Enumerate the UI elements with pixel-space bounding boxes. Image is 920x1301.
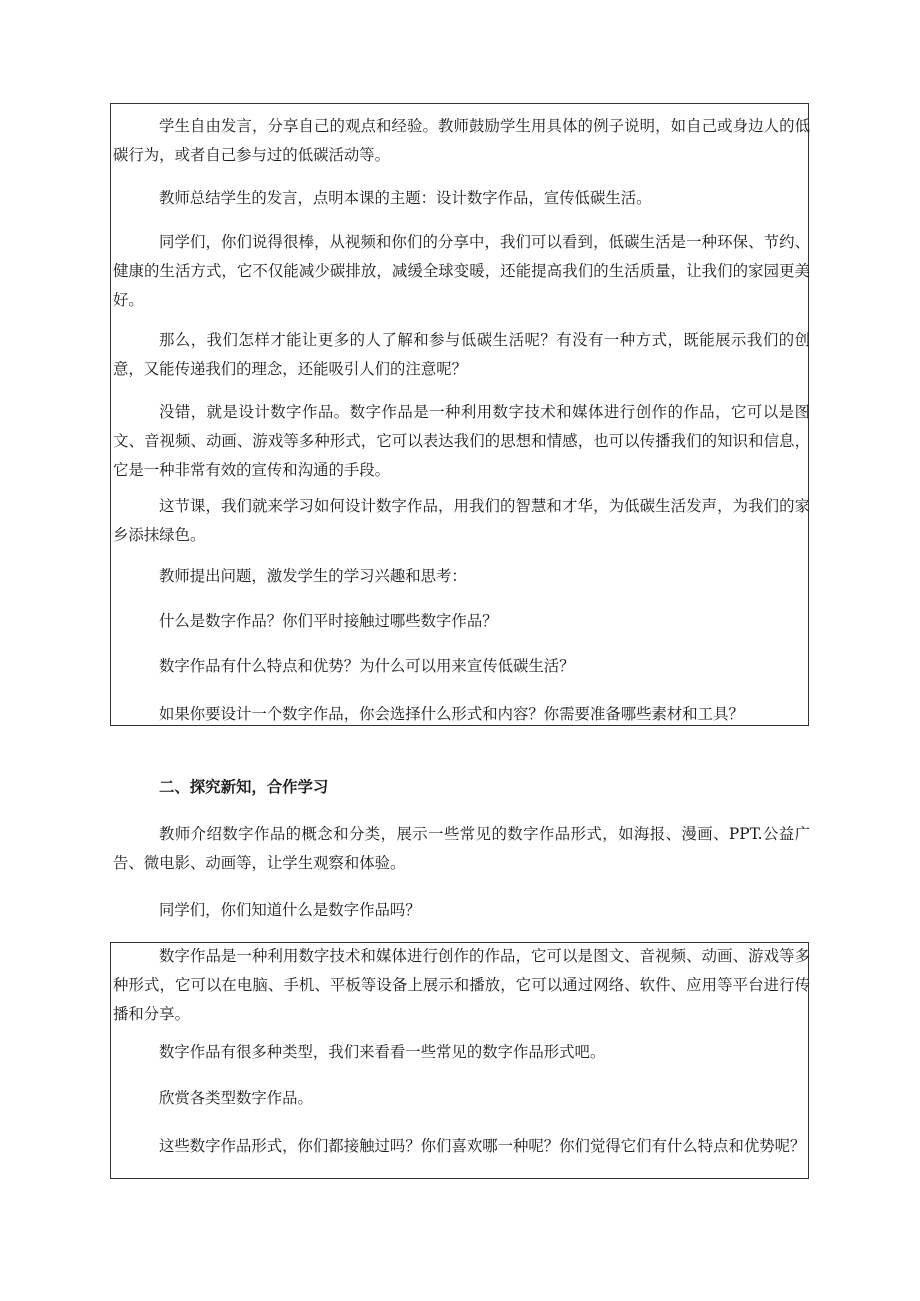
paragraph: 同学们，你们说得很棒，从视频和你们的分享中，我们可以看到，低碳生活是一种环保、节约、健康的生活方式，它不仅能减少碳排放，减缓全球变暖，还能提高我们的生活质量，让我们的家园更美好。 [113, 233, 810, 309]
paragraph: 数字作品有什么特点和优势？为什么可以用来宣传低碳生活？ [159, 657, 575, 675]
paragraph: 教师提出问题，激发学生的学习兴趣和思考： [159, 567, 467, 585]
paragraph: 这节课，我们就来学习如何设计数字作品，用我们的智慧和才华，为低碳生活发声，为我们的家乡添抹绿色。 [113, 497, 810, 544]
paragraph: 如果你要设计一个数字作品，你会选择什么形式和内容？你需要准备哪些素材和工具？ [159, 705, 744, 723]
paragraph: 没错，就是设计数字作品。数字作品是一种利用数字技术和媒体进行创作的作品，它可以是图文、音视频、动画、游戏等多种形式，它可以表达我们的思想和情感，也可以传播我们的知识和信息，它是一种非常有效的宣传和沟通的手段。 [113, 403, 810, 479]
paragraph: 教师介绍数字作品的概念和分类，展示一些常见的数字作品形式，如海报、漫画、PPT.公益广告、微电影、动画等，让学生观察和体验。 [113, 825, 810, 872]
paragraph: 数字作品有很多种类型，我们来看看一些常见的数字作品形式吧。 [159, 1043, 606, 1061]
paragraph: 那么，我们怎样才能让更多的人了解和参与低碳生活呢？有没有一种方式，既能展示我们的创意，又能传递我们的理念，还能吸引人们的注意呢？ [113, 331, 810, 378]
paragraph: 这些数字作品形式，你们都接触过吗？你们喜欢哪一种呢？你们觉得它们有什么特点和优势呢？ [159, 1137, 806, 1155]
paragraph: 什么是数字作品？你们平时接触过哪些数字作品？ [159, 612, 498, 630]
paragraph: 同学们，你们知道什么是数字作品吗？ [159, 901, 421, 919]
paragraph: 学生自由发言，分享自己的观点和经验。教师鼓励学生用具体的例子说明，如自己或身边人的低碳行为，或者自己参与过的低碳活动等。 [113, 117, 810, 164]
section-heading: 二、探究新知，合作学习 [159, 778, 329, 796]
paragraph: 数字作品是一种利用数字技术和媒体进行创作的作品，它可以是图文、音视频、动画、游戏等多种形式，它可以在电脑、手机、平板等设备上展示和播放，它可以通过网络、软件、应用等平台进行传播和分享。 [113, 947, 810, 1023]
paragraph: 欣赏各类型数字作品。 [159, 1089, 313, 1107]
paragraph: 教师总结学生的发言，点明本课的主题：设计数字作品，宣传低碳生活。 [159, 189, 652, 207]
